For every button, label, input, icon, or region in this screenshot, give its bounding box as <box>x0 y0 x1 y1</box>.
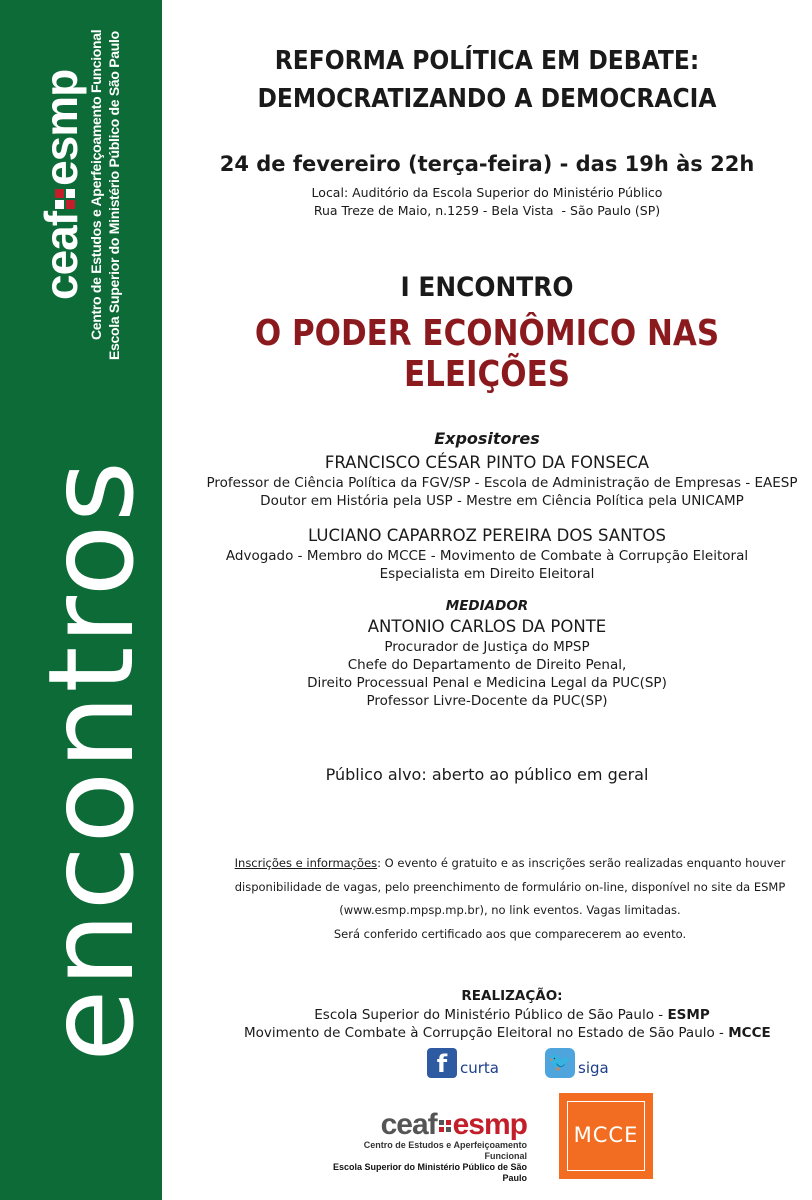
registration-label: Inscrições e informações <box>234 856 378 870</box>
organizer-1-acronym: ESMP <box>667 1007 710 1023</box>
registration-info <box>210 852 810 946</box>
mediator-name: ANTONIO CARLOS DA PONTE <box>367 617 607 636</box>
footer-logo-dots-icon <box>439 1120 451 1132</box>
registration-text: disponibilidade de vagas, pelo preenchimento de formulário on-line, disponível no site da ESMP <box>234 879 786 894</box>
sidebar-subtitle-1: Centro de Estudos e Aperfeiçoamento Funcional <box>88 29 104 340</box>
event-date: 24 de fevereiro (terça-feira) - das 19h às 22h <box>219 152 755 176</box>
twitter-link[interactable] <box>545 1045 609 1081</box>
footer-logo-line-2: Escola Superior do Ministério Público de São Paulo <box>332 1162 527 1183</box>
mediator-desc-line: Professor Livre-Docente da PUC(SP) <box>366 693 608 709</box>
speakers-heading: Expositores <box>434 429 540 448</box>
mediator-heading: MEDIADOR <box>445 598 529 614</box>
facebook-icon: f <box>427 1048 457 1078</box>
series-title: encontros <box>22 458 160 1062</box>
edition-heading: I ENCONTRO <box>400 272 574 303</box>
event-title <box>195 42 780 118</box>
speaker-desc-line: Especialista em Direito Eleitoral <box>379 566 595 582</box>
facebook-link[interactable] <box>427 1045 499 1081</box>
speaker-2 <box>162 525 812 583</box>
speaker-name: FRANCISCO CÉSAR PINTO DA FONSECA <box>324 453 650 472</box>
logo-esmp-text: esmp <box>35 69 87 186</box>
organizer-2-acronym: MCCE <box>728 1025 771 1041</box>
mediator-desc-line: Chefe do Departamento de Direito Penal, <box>347 657 627 673</box>
speaker-desc-line: Professor de Ciência Política da FGV/SP - Escola de Administração de Empresas - EAESP <box>206 475 798 491</box>
target-audience: Público alvo: aberto ao público em geral <box>325 765 649 784</box>
footer-logo-line-1: Centro de Estudos e Aperfeiçoamento Funcional <box>363 1140 527 1161</box>
speaker-desc-line: Advogado - Membro do MCCE - Movimento de Combate à Corrupção Eleitoral <box>225 548 749 564</box>
logo-ceaf-text: ceaf <box>35 211 87 300</box>
mediator-desc-line: Direito Processual Penal e Medicina Legal da PUC(SP) <box>307 675 667 691</box>
registration-text: (www.esmp.mpsp.mp.br), no link eventos. Vagas limitadas. <box>339 903 681 917</box>
logo-dots-icon <box>55 189 75 209</box>
event-title-line-2: DEMOCRATIZANDO A DEMOCRACIA <box>257 84 717 114</box>
speaker-desc-line: Doutor em História pela USP - Mestre em Ciência Política pela UNICAMP <box>260 493 744 509</box>
sidebar-banner <box>0 0 162 1200</box>
twitter-label: siga <box>578 1059 609 1077</box>
footer-ceaf-esmp-logo <box>327 1110 527 1184</box>
theme-heading: O PODER ECONÔMICO NAS ELEIÇÕES <box>254 313 720 395</box>
speaker-name: LUCIANO CAPARROZ PEREIRA DOS SANTOS <box>308 526 666 545</box>
organizer-2: Movimento de Combate à Corrupção Eleitoral no Estado de São Paulo - <box>244 1025 729 1041</box>
event-location <box>162 184 812 220</box>
registration-text: : O evento é gratuito e as inscrições serão realizadas enquanto houver <box>377 856 786 870</box>
location-line-2: Rua Treze de Maio, n.1259 - Bela Vista - São Paulo (SP) <box>313 203 661 218</box>
organizers <box>162 1006 812 1042</box>
registration-text: Será conferido certificado aos que comparecerem ao evento. <box>333 926 687 941</box>
footer-logo-ceaf: ceaf <box>380 1108 437 1141</box>
mediator <box>162 616 812 710</box>
mediator-desc-line: Procurador de Justiça do MPSP <box>384 639 590 655</box>
ceaf-esmp-logo <box>35 69 87 300</box>
mcce-logo <box>559 1093 653 1179</box>
facebook-label: curta <box>460 1059 499 1077</box>
event-title-line-1: REFORMA POLÍTICA EM DEBATE: <box>274 46 700 76</box>
location-line-1: Local: Auditório da Escola Superior do Ministério Público <box>311 185 663 200</box>
main-content <box>162 0 812 1200</box>
footer-logo-esmp: esmp <box>452 1108 527 1141</box>
speaker-1 <box>162 452 812 510</box>
organizers-heading: REALIZAÇÃO: <box>461 988 563 1004</box>
mcce-logo-text: MCCE <box>573 1123 639 1147</box>
sidebar-subtitle-2: Escola Superior do Ministério Público de São Paulo <box>106 31 122 360</box>
organizer-1: Escola Superior do Ministério Público de São Paulo - <box>314 1007 668 1023</box>
twitter-bird-icon: 🐦 <box>545 1048 575 1078</box>
